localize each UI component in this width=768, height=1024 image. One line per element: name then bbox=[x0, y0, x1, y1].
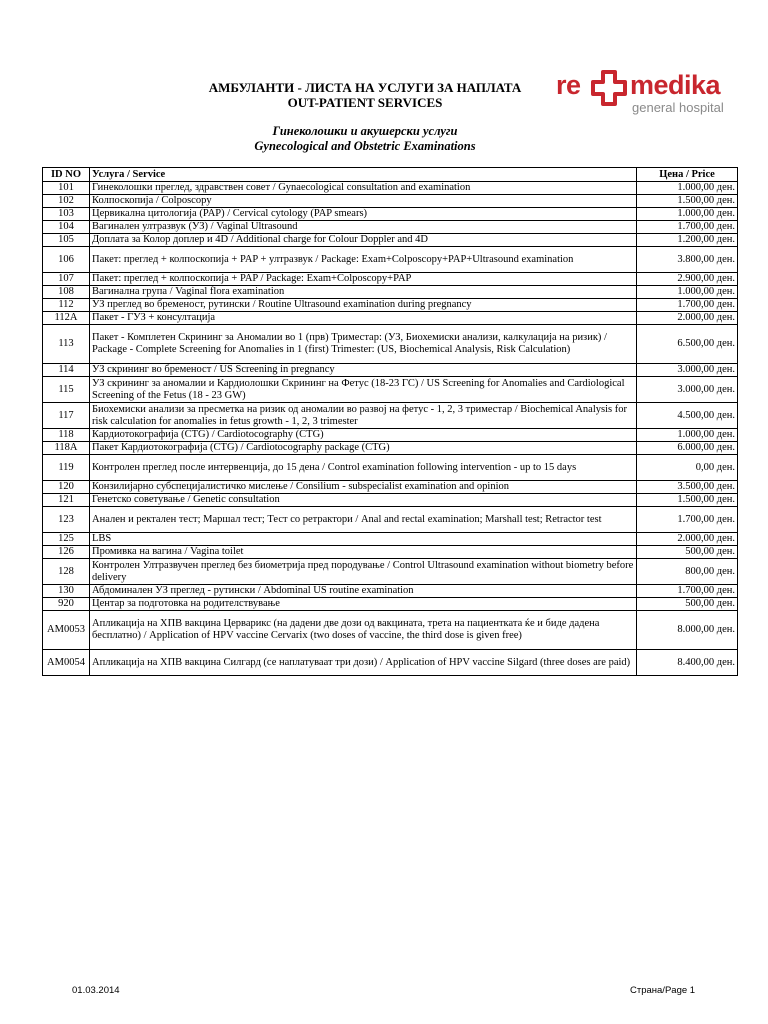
row-service: Пакет - Комплетен Скрининг за Аномалии во 1 (прв) Триместар: (УЗ, Биохемиски анализи, калкулација на ризик) / Package - Complete Screening for Anomalies in 1 (first) Trimester: (US, Biochemical Analysis, Risk Calculation) bbox=[90, 325, 637, 364]
row-price: 1.700,00 ден. bbox=[637, 221, 738, 234]
section-subtitle bbox=[150, 124, 580, 154]
row-id: 120 bbox=[43, 481, 90, 494]
logo-text-re: re bbox=[556, 70, 581, 100]
table-row bbox=[43, 208, 738, 221]
row-price: 2.000,00 ден. bbox=[637, 312, 738, 325]
row-id: 103 bbox=[43, 208, 90, 221]
table-row bbox=[43, 312, 738, 325]
row-price: 3.000,00 ден. bbox=[637, 364, 738, 377]
row-price: 500,00 ден. bbox=[637, 598, 738, 611]
table-row bbox=[43, 325, 738, 364]
table-row bbox=[43, 494, 738, 507]
row-id: 118A bbox=[43, 442, 90, 455]
footer-date: 01.03.2014 bbox=[72, 985, 120, 996]
title-line-english: OUT-PATIENT SERVICES bbox=[287, 95, 443, 110]
row-price: 1.700,00 ден. bbox=[637, 299, 738, 312]
table-row bbox=[43, 507, 738, 533]
row-id: 123 bbox=[43, 507, 90, 533]
row-service: Контролен Ултразвучен преглед без биометрија пред породување / Control Ultrasound examination without biometry before delivery bbox=[90, 559, 637, 585]
medical-cross-icon bbox=[589, 70, 629, 106]
table-row bbox=[43, 273, 738, 286]
row-id: 113 bbox=[43, 325, 90, 364]
table-row bbox=[43, 299, 738, 312]
row-service: Центар за подготовка на родителствување bbox=[90, 598, 637, 611]
table-row bbox=[43, 247, 738, 273]
logo-subtext: general hospital bbox=[632, 100, 724, 115]
row-service: Конзилијарно субспецијалистичко мислење / Consilium - subspecialist examination and opinion bbox=[90, 481, 637, 494]
row-price: 8.400,00 ден. bbox=[637, 650, 738, 676]
footer-page-number: Страна/Page 1 bbox=[630, 985, 696, 996]
row-price: 3.500,00 ден. bbox=[637, 481, 738, 494]
row-id: 102 bbox=[43, 195, 90, 208]
row-price: 800,00 ден. bbox=[637, 559, 738, 585]
row-price: 3.800,00 ден. bbox=[637, 247, 738, 273]
row-id: 128 bbox=[43, 559, 90, 585]
table-row bbox=[43, 364, 738, 377]
row-id: 107 bbox=[43, 273, 90, 286]
table-row bbox=[43, 559, 738, 585]
table-row bbox=[43, 377, 738, 403]
row-service: Кардиотокографија (CTG) / Cardiotocography (CTG) bbox=[90, 429, 637, 442]
header-service: Услуга / Service bbox=[90, 168, 637, 182]
row-price: 1.000,00 ден. bbox=[637, 208, 738, 221]
row-service: УЗ скрининг во бременост / US Screening in pregnancy bbox=[90, 364, 637, 377]
row-price: 6.500,00 ден. bbox=[637, 325, 738, 364]
table-row bbox=[43, 286, 738, 299]
row-service: Промивка на вагина / Vagina toilet bbox=[90, 546, 637, 559]
table-row bbox=[43, 442, 738, 455]
row-id: 119 bbox=[43, 455, 90, 481]
row-id: 130 bbox=[43, 585, 90, 598]
row-id: 105 bbox=[43, 234, 90, 247]
row-service: Генетско советување / Genetic consultation bbox=[90, 494, 637, 507]
row-id: 117 bbox=[43, 403, 90, 429]
row-id: 920 bbox=[43, 598, 90, 611]
header-id: ID NO bbox=[43, 168, 90, 182]
row-price: 1.700,00 ден. bbox=[637, 585, 738, 598]
row-service: Пакет - ГУЗ + консултација bbox=[90, 312, 637, 325]
table-row bbox=[43, 585, 738, 598]
row-id: 108 bbox=[43, 286, 90, 299]
document-title bbox=[150, 80, 580, 110]
subtitle-macedonian: Гинеколошки и акушерски услуги bbox=[272, 124, 458, 138]
row-id: 121 bbox=[43, 494, 90, 507]
row-id: 112A bbox=[43, 312, 90, 325]
row-id: 125 bbox=[43, 533, 90, 546]
row-service: Биохемиски анализи за пресметка на ризик од аномалии во развој на фетус - 1, 2, 3 триместар / Biochemical Analysis for risk calculation for anomalies in fetus growth - 1, 2, 3 trimester bbox=[90, 403, 637, 429]
row-id: AM0054 bbox=[43, 650, 90, 676]
row-service: УЗ скрининг за аномалии и Кардиолошки Скрининг на Фетус (18-23 ГС) / US Screening for Anomalies and Cardiological Screening of the Fetus (18 - 23 GW) bbox=[90, 377, 637, 403]
title-line-macedonian: АМБУЛАНТИ - ЛИСТА НА УСЛУГИ ЗА НАПЛАТА bbox=[208, 80, 522, 95]
table-row bbox=[43, 221, 738, 234]
row-price: 1.200,00 ден. bbox=[637, 234, 738, 247]
row-id: 114 bbox=[43, 364, 90, 377]
row-service: LBS bbox=[90, 533, 637, 546]
row-price: 1.500,00 ден. bbox=[637, 494, 738, 507]
row-service: Апликација на ХПВ вакцина Силгард (се наплатуваат три дози) / Application of HPV vaccine Silgard (three doses are paid) bbox=[90, 650, 637, 676]
row-price: 0,00 ден. bbox=[637, 455, 738, 481]
row-service: УЗ преглед во бременост, рутински / Routine Ultrasound examination during pregnancy bbox=[90, 299, 637, 312]
table-row bbox=[43, 650, 738, 676]
remedika-logo bbox=[556, 68, 736, 118]
row-service: Абдоминален УЗ преглед - рутински / Abdominal US routine examination bbox=[90, 585, 637, 598]
row-price: 1.700,00 ден. bbox=[637, 507, 738, 533]
table-row bbox=[43, 403, 738, 429]
logo-text-medika: medika bbox=[630, 70, 721, 100]
row-id: 115 bbox=[43, 377, 90, 403]
services-price-table bbox=[42, 167, 738, 676]
row-service: Апликација на ХПВ вакцина Церварикс (на дадени две дози од вакцината, трета на пациентката ќе и биде дадена бесплатно) / Application of HPV vaccine Cervarix (two doses of vaccine, the third dose is given free) bbox=[90, 611, 637, 650]
row-service: Анален и ректален тест; Маршал тест; Тест со ретрактори / Anal and rectal examination; Marshall test; Retractor test bbox=[90, 507, 637, 533]
row-service: Гинеколошки преглед, здравствен совет / Gynaecological consultation and examination bbox=[90, 182, 637, 195]
row-service: Колпоскопија / Colposcopy bbox=[90, 195, 637, 208]
row-price: 2.900,00 ден. bbox=[637, 273, 738, 286]
table-row bbox=[43, 234, 738, 247]
row-price: 1.000,00 ден. bbox=[637, 286, 738, 299]
table-header-row bbox=[43, 168, 738, 182]
row-service: Контролен преглед после интервенција, до 15 дена / Control examination following intervention - up to 15 days bbox=[90, 455, 637, 481]
row-id: 118 bbox=[43, 429, 90, 442]
row-id: AM0053 bbox=[43, 611, 90, 650]
row-service: Пакет Кардиотокографија (CTG) / Cardiotocography package (CTG) bbox=[90, 442, 637, 455]
row-service: Вагинален ултразвук (УЗ) / Vaginal Ultrasound bbox=[90, 221, 637, 234]
table-row bbox=[43, 481, 738, 494]
row-price: 2.000,00 ден. bbox=[637, 533, 738, 546]
row-service: Вагинална група / Vaginal flora examination bbox=[90, 286, 637, 299]
table-row bbox=[43, 611, 738, 650]
table-row bbox=[43, 195, 738, 208]
row-id: 112 bbox=[43, 299, 90, 312]
header-price: Цена / Price bbox=[637, 168, 738, 182]
row-price: 1.500,00 ден. bbox=[637, 195, 738, 208]
table-row bbox=[43, 533, 738, 546]
table-row bbox=[43, 429, 738, 442]
row-service: Цервикална цитологија (PAP) / Cervical cytology (PAP smears) bbox=[90, 208, 637, 221]
row-price: 8.000,00 ден. bbox=[637, 611, 738, 650]
table-row bbox=[43, 455, 738, 481]
row-id: 126 bbox=[43, 546, 90, 559]
table-row bbox=[43, 546, 738, 559]
row-id: 106 bbox=[43, 247, 90, 273]
row-price: 1.000,00 ден. bbox=[637, 429, 738, 442]
row-price: 4.500,00 ден. bbox=[637, 403, 738, 429]
table-row bbox=[43, 598, 738, 611]
row-price: 3.000,00 ден. bbox=[637, 377, 738, 403]
subtitle-english: Gynecological and Obstetric Examinations bbox=[254, 139, 476, 153]
row-price: 500,00 ден. bbox=[637, 546, 738, 559]
table-row bbox=[43, 182, 738, 195]
row-id: 101 bbox=[43, 182, 90, 195]
row-id: 104 bbox=[43, 221, 90, 234]
row-price: 1.000,00 ден. bbox=[637, 182, 738, 195]
row-service: Доплата за Колор доплер и 4D / Additional charge for Colour Doppler and 4D bbox=[90, 234, 637, 247]
row-service: Пакет: преглед + колпоскопија + PAP / Package: Exam+Colposcopy+PAP bbox=[90, 273, 637, 286]
row-price: 6.000,00 ден. bbox=[637, 442, 738, 455]
row-service: Пакет: преглед + колпоскопија + PAP + ултразвук / Package: Exam+Colposcopy+PAP+Ultrasound examination bbox=[90, 247, 637, 273]
